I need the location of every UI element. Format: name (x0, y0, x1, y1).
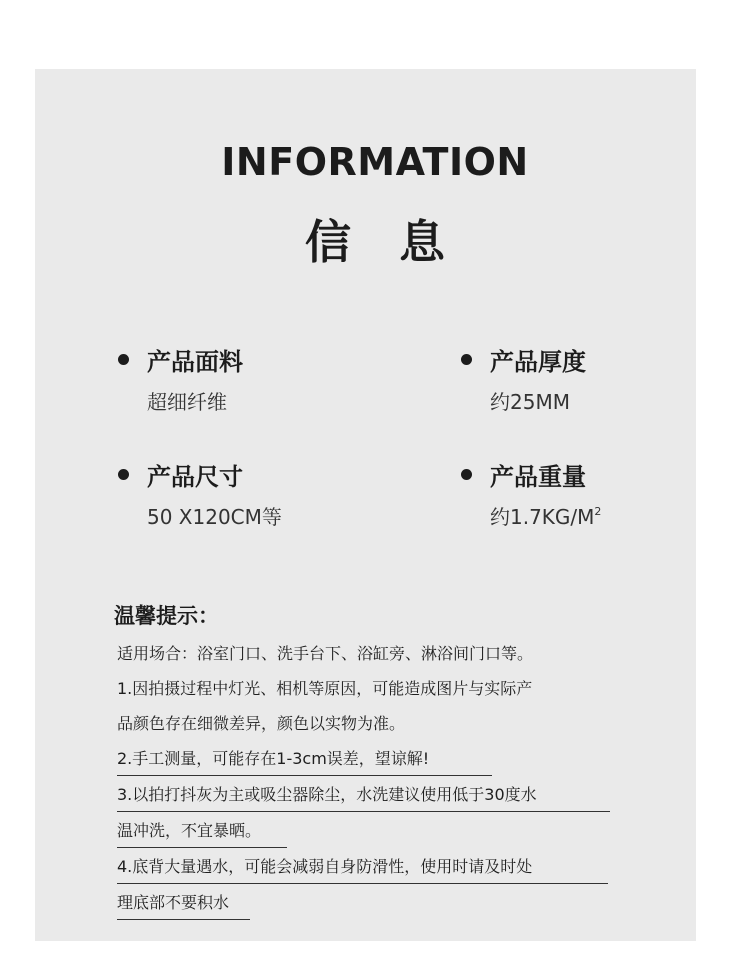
spec-label: 产品重量 (490, 463, 586, 491)
spec-value-superscript: 2 (594, 505, 602, 518)
bullet-icon (461, 354, 472, 365)
spec-value: 50 X120CM等 (147, 505, 282, 529)
tip-line: 温冲洗，不宜暴晒。 (117, 821, 262, 840)
underline-divider (117, 919, 250, 920)
spec-value (490, 501, 601, 530)
bullet-icon (118, 469, 129, 480)
tips-title: 温馨提示： (114, 604, 219, 628)
bullet-icon (461, 469, 472, 480)
spec-label: 产品面料 (147, 348, 243, 376)
tip-line: 4.底背大量遇水，可能会减弱自身防滑性，使用时请及时处 (117, 857, 533, 876)
tip-line: 2.手工测量，可能存在1-3cm误差，望谅解! (117, 749, 430, 768)
tip-line: 3.以拍打抖灰为主或吸尘器除尘，水洗建议使用低于30度水 (117, 785, 537, 804)
title-english: INFORMATION (221, 140, 529, 184)
tip-line: 理底部不要积水 (117, 893, 230, 912)
bullet-icon (118, 354, 129, 365)
tip-line: 品颜色存在细微差异，颜色以实物为准。 (117, 714, 406, 733)
underline-divider (117, 847, 287, 848)
spec-value-text: 约1.7KG/M (490, 505, 595, 529)
underline-divider (117, 883, 608, 884)
spec-value: 约25MM (490, 390, 570, 414)
spec-label: 产品厚度 (490, 348, 586, 376)
tip-line: 1.因拍摄过程中灯光、相机等原因，可能造成图片与实际产 (117, 679, 533, 698)
tip-line: 适用场合：浴室门口、洗手台下、浴缸旁、淋浴间门口等。 (117, 644, 534, 663)
spec-label: 产品尺寸 (147, 463, 243, 491)
underline-divider (117, 775, 492, 776)
title-chinese: 信息 (305, 215, 493, 269)
underline-divider (117, 811, 610, 812)
spec-value: 超细纤维 (147, 390, 227, 414)
